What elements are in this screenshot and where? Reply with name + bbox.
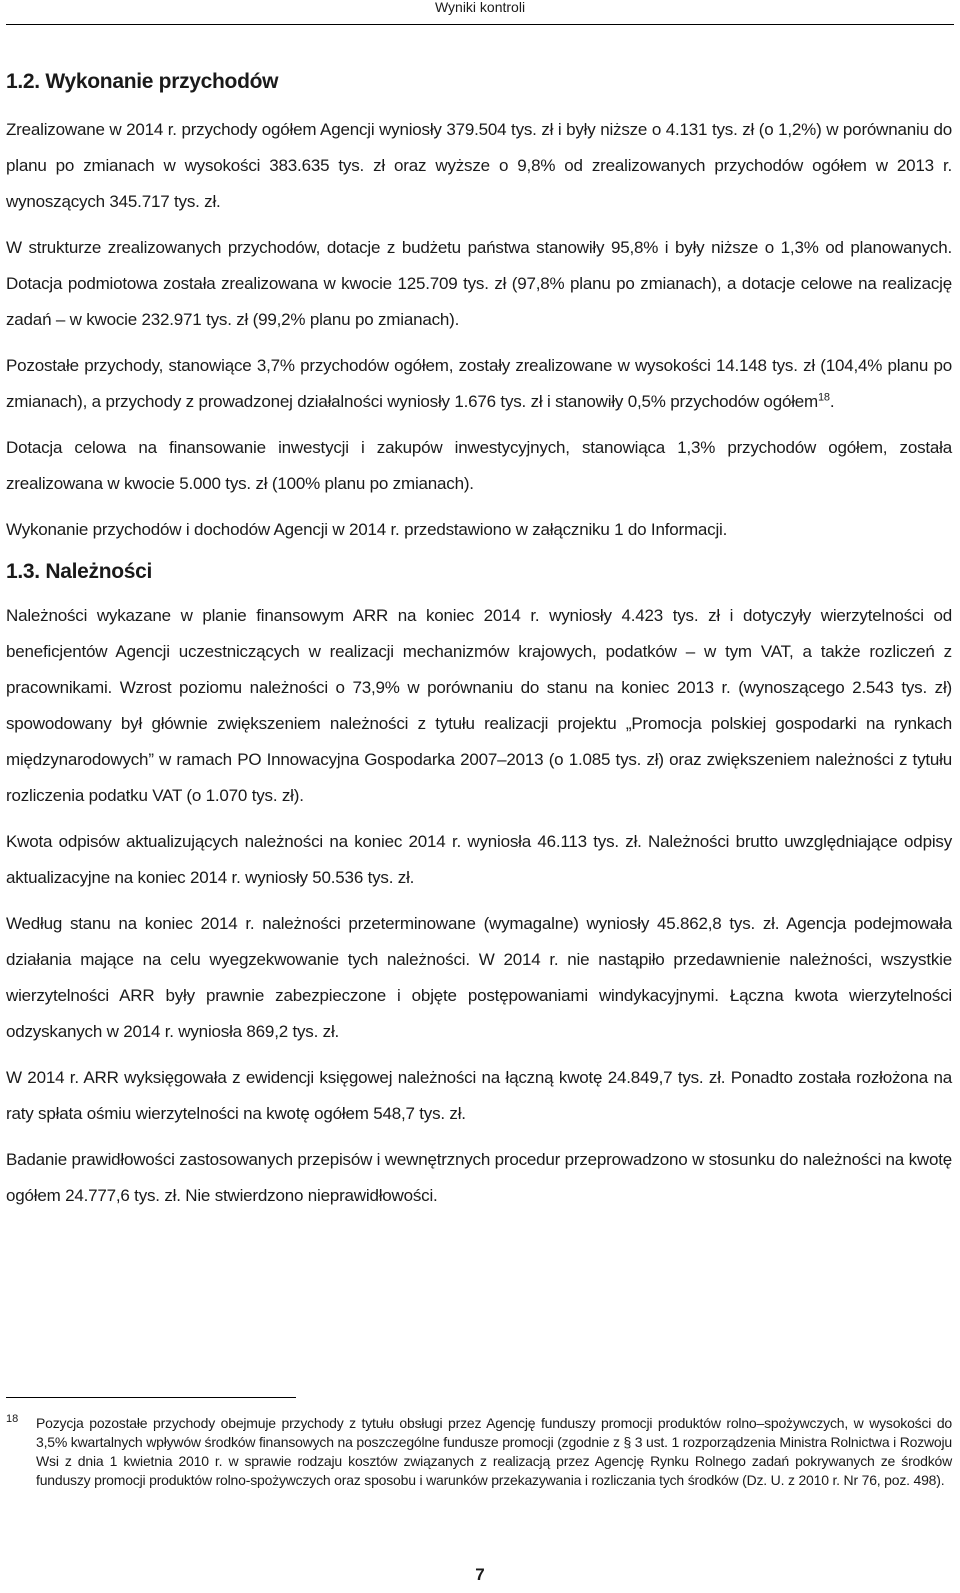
section-heading-1-2: 1.2. Wykonanie przychodów bbox=[6, 70, 279, 93]
footnote-area bbox=[6, 1397, 952, 1490]
main-content bbox=[6, 54, 952, 1224]
section-heading-1-3: 1.3. Należności bbox=[6, 560, 153, 583]
running-header: Wyniki kontroli bbox=[6, 0, 954, 25]
footnote-reference[interactable]: 18 bbox=[818, 391, 830, 404]
paragraph: Należności wykazane w planie finansowym ARR na koniec 2014 r. wyniosły 4.423 tys. zł i dotyczyły wierzytelności od beneficjentów Agencji uczestniczących w realizacji mechanizmów krajowych, podatków – w tym VAT, a także rozliczeń z pracownikami. Wzrost poziomu należności o 73,9% w porównaniu do stanu na koniec 2013 r. (wynoszącego 2.543 tys. zł) spowodowany był głównie zwiększeniem należności z tytułu realizacji projektu „Promocja polskiej gospodarki na rynkach międzynarodowych” w ramach PO Innowacyjna Gospodarka 2007–2013 (o 1.085 tys. zł) oraz zwiększeniem należności z tytułu rozliczenia podatku VAT (o 1.070 tys. zł). bbox=[6, 606, 952, 805]
paragraph-text: Pozostałe przychody, stanowiące 3,7% przychodów ogółem, zostały zrealizowane w wysokości 14.148 tys. zł (104,4% planu po zmianach), a przychody z prowadzonej działalności wyniosły 1.676 tys. zł i stanowiły 0,5% przychodów ogółem bbox=[6, 356, 952, 411]
paragraph: Wykonanie przychodów i dochodów Agencji w 2014 r. przedstawiono w załączniku 1 do Informacji. bbox=[6, 520, 728, 539]
paragraph: Kwota odpisów aktualizujących należności na koniec 2014 r. wyniosła 46.113 tys. zł. Należności brutto uwzględniające odpisy aktualizacyjne na koniec 2014 r. wyniosły 50.536 tys. zł. bbox=[6, 832, 952, 887]
paragraph: Badanie prawidłowości zastosowanych przepisów i wewnętrznych procedur przeprowadzono w stosunku do należności na kwotę ogółem 24.777,6 tys. zł. Nie stwierdzono nieprawidłowości. bbox=[6, 1150, 952, 1205]
footnote-text: Pozycja pozostałe przychody obejmuje przychody z tytułu obsługi przez Agencję funduszy promocji produktów rolno–spożywczych, w wysokości do 3,5% kwartalnych wpływów środków finansowych na poszczególne fundusze promocji (zgodnie z § 3 ust. 1 rozporządzenia Ministra Rolnictwa i Rozwoju Wsi z dnia 1 kwietnia 2010 r. w sprawie rodzaju kosztów związanych z realizacją przez Agencję Rynku Rolnego zadań pokrywanych ze środków funduszy promocji produktów rolno-spożywczych oraz sposobu i warunków przekazywania i rozliczania tych środków (Dz. U. z 2010 r. Nr 76, poz. 498). bbox=[36, 1415, 952, 1488]
footnote-number: 18 bbox=[6, 1413, 19, 1425]
paragraph: Zrealizowane w 2014 r. przychody ogółem Agencji wyniosły 379.504 tys. zł i były niższe o 4.131 tys. zł (o 1,2%) w porównaniu do planu po zmianach w wysokości 383.635 tys. zł oraz wyższe o 9,8% od zrealizowanych przychodów ogółem w 2013 r. wynoszących 345.717 tys. zł. bbox=[6, 120, 952, 211]
paragraph: Dotacja celowa na finansowanie inwestycji i zakupów inwestycyjnych, stanowiąca 1,3% przychodów ogółem, została zrealizowana w kwocie 5.000 tys. zł (100% planu po zmianach). bbox=[6, 438, 952, 493]
footnote-separator bbox=[6, 1397, 296, 1398]
footnote bbox=[6, 1414, 952, 1490]
page-number: 7 bbox=[475, 1565, 485, 1584]
paragraph: W strukturze zrealizowanych przychodów, dotacje z budżetu państwa stanowiły 95,8% i były niższe o 1,3% od planowanych. Dotacja podmiotowa została zrealizowana w kwocie 125.709 tys. zł (97,8% planu po zmianach), a dotacje celowe na realizację zadań – w kwocie 232.971 tys. zł (99,2% planu po zmianach). bbox=[6, 238, 952, 329]
paragraph-with-footnote bbox=[6, 348, 952, 420]
paragraph-end: . bbox=[829, 392, 835, 411]
paragraph: W 2014 r. ARR wyksięgowała z ewidencji księgowej należności na łączną kwotę 24.849,7 tys. zł. Ponadto została rozłożona na raty spłata ośmiu wierzytelności na kwotę ogółem 548,7 tys. zł. bbox=[6, 1068, 952, 1123]
paragraph: Według stanu na koniec 2014 r. należności przeterminowane (wymagalne) wyniosły 45.862,8 tys. zł. Agencja podejmowała działania mające na celu wyegzekwowanie tych należności. W 2014 r. nie nastąpiło przedawnienie należności, wszystkie wierzytelności ARR były prawnie zabezpieczone i objęte postępowaniami windykacyjnymi. Łączna kwota wierzytelności odzyskanych w 2014 r. wyniosła 869,2 tys. zł. bbox=[6, 914, 952, 1041]
